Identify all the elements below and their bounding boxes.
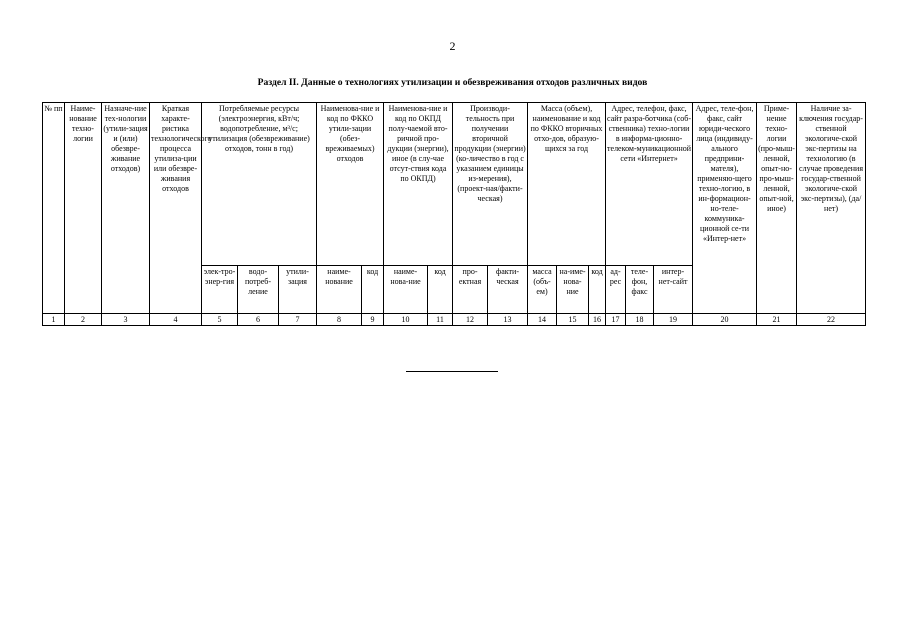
column-number: 11 [428, 314, 453, 326]
header-technology-purpose: Назначе-ние тех-нологии (утили-зация и (или) обезвре-живание отходов) [102, 103, 150, 314]
subheader-electricity: элек-тро-энер-гия [202, 266, 238, 314]
subheader-secondary-code: код [589, 266, 606, 314]
technology-data-table [42, 102, 866, 326]
column-number: 19 [654, 314, 693, 326]
footnote-separator [406, 371, 498, 372]
header-expertise-conclusion: Наличие за-ключения государ-ственной экологиче-ской экс-пертизы на технологию (в случае проведения государ-ственной экологиче-ской экс-пертизы), (да/нет) [797, 103, 866, 314]
column-number: 14 [528, 314, 557, 326]
column-number: 21 [757, 314, 797, 326]
subheader-product-code: код [428, 266, 453, 314]
header-fkko-waste: Наименова-ние и код по ФККО утили-зации (обез-вреживаемых) отходов [317, 103, 384, 266]
subheader-waste-code: код [362, 266, 384, 314]
subheader-design: про-ектная [453, 266, 488, 314]
subheader-utilization: утили-зация [279, 266, 317, 314]
column-number: 9 [362, 314, 384, 326]
column-number: 15 [557, 314, 589, 326]
subheader-product-name: наиме-нова-ние [384, 266, 428, 314]
subheader-website: интер-нет-сайт [654, 266, 693, 314]
subheader-waste-name: наиме-нование [317, 266, 362, 314]
column-number: 3 [102, 314, 150, 326]
header-applicant-contacts: Адрес, теле-фон, факс, сайт юриди-ческого лица (индивиду-ального предприни-мателя), применяю-щего техно-логию, в ин-формацион-но-теле-коммуника-ционной се-ти «Интер-нет» [693, 103, 757, 314]
column-number: 13 [488, 314, 528, 326]
subheader-secondary-name: на-име-нова-ние [557, 266, 589, 314]
subheader-address: ад-рес [606, 266, 626, 314]
header-okpd-product: Наименова-ние и код по ОКПД полу-чаемой вто-ричной про-дукции (энергии), иное (в слу-чае отсут-ствия кода по ОКПД) [384, 103, 453, 266]
column-number: 6 [238, 314, 279, 326]
column-number: 22 [797, 314, 866, 326]
subheader-actual: факти-ческая [488, 266, 528, 314]
header-consumed-resources: Потребляемые ресурсы (электроэнергия, кВт/ч; водопотребление, м³/с; утилизация (обезвреживание) отходов, тонн в год) [202, 103, 317, 266]
header-secondary-waste: Масса (объем), наименование и код по ФККО вторичных отхо-дов, образую-щихся за год [528, 103, 606, 266]
header-process-description: Краткая характе-ристика технологического процесса утилиза-ции или обезвре-живания отходов [150, 103, 202, 314]
subheader-water-use: водо-потреб-ление [238, 266, 279, 314]
section-title: Раздел II. Данные о технологиях утилизации и обезвреживания отходов различных видов [257, 77, 648, 88]
page-number: 2 [449, 39, 456, 53]
column-number: 4 [150, 314, 202, 326]
column-number: 10 [384, 314, 428, 326]
subheader-phone-fax: теле-фон, факс [626, 266, 654, 314]
subheader-mass: масса (объ-ем) [528, 266, 557, 314]
header-row [43, 103, 866, 266]
column-number: 12 [453, 314, 488, 326]
header-technology-name: Наиме-нование техно-логии [65, 103, 102, 314]
column-number: 1 [43, 314, 65, 326]
column-number: 7 [279, 314, 317, 326]
column-number: 8 [317, 314, 362, 326]
header-number: № пп [43, 103, 65, 314]
column-number-row [43, 314, 866, 326]
header-productivity: Производи-тельность при получении вторичной продукции (энергии) (ко-личество в год с указанием единицы из-мерения), (проект-ная/факти-ческая) [453, 103, 528, 266]
column-number: 18 [626, 314, 654, 326]
header-developer-contacts: Адрес, телефон, факс, сайт разра-ботчика (соб-ственника) техно-логии в информа-ционно-телеком-муникационной сети «Интернет» [606, 103, 693, 266]
column-number: 20 [693, 314, 757, 326]
header-technology-application: Приме-нение техно-логии (про-мыш-ленной, опыт-но-про-мыш-ленной, опыт-ной, иное) [757, 103, 797, 314]
column-number: 17 [606, 314, 626, 326]
column-number: 16 [589, 314, 606, 326]
column-number: 5 [202, 314, 238, 326]
column-number: 2 [65, 314, 102, 326]
